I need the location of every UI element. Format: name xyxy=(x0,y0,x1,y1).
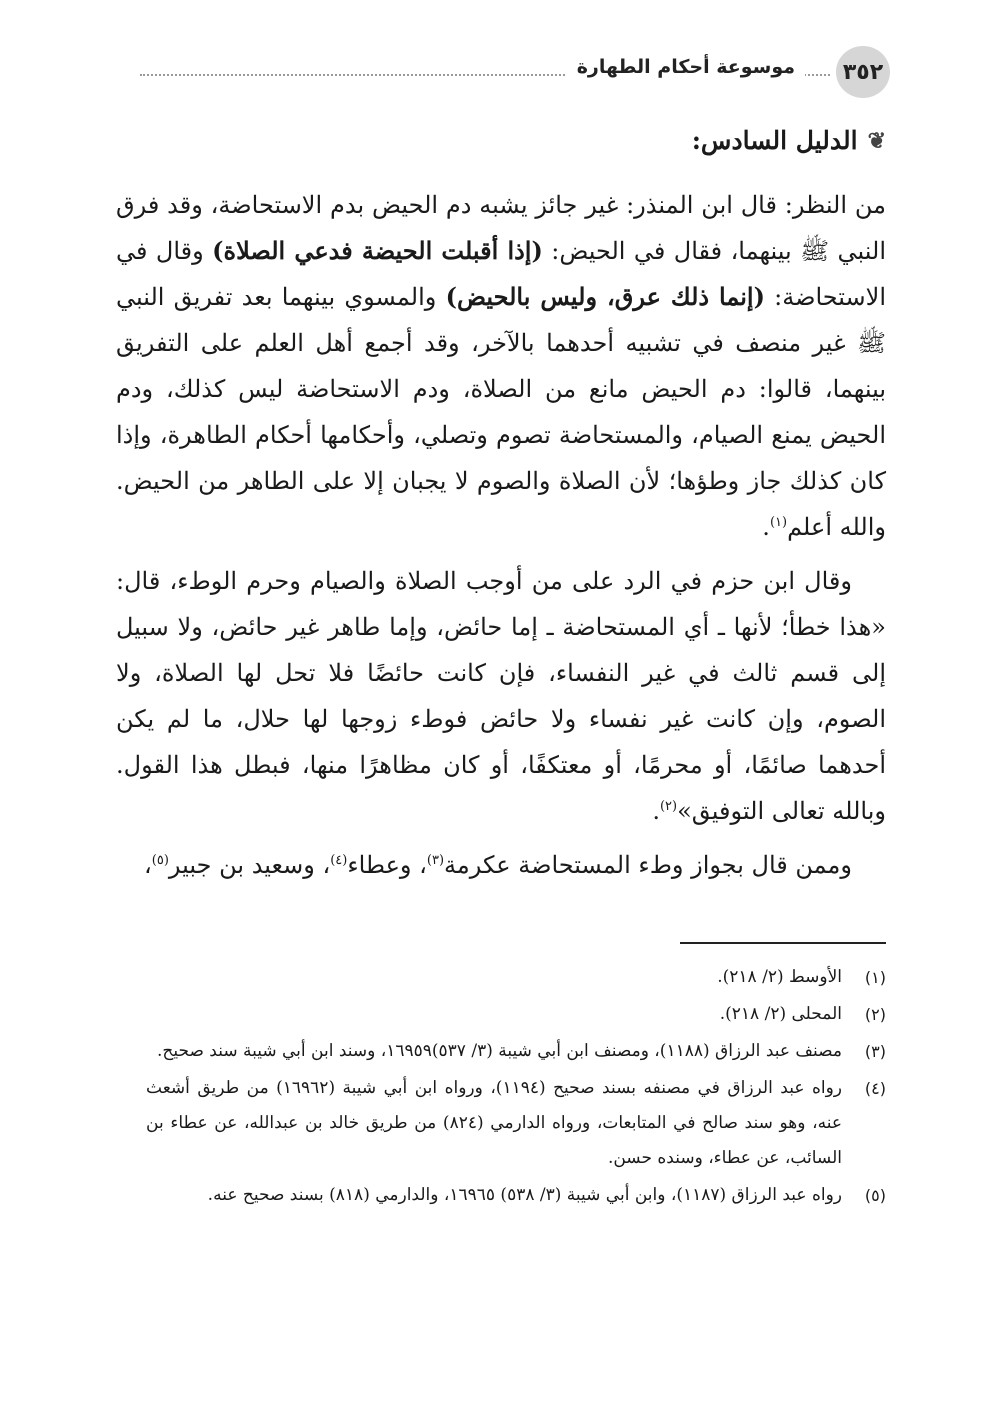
page-number-badge: ٣٥٢ xyxy=(836,46,890,98)
paragraph-1-text-b: وقال في الاستحاضة: xyxy=(116,237,886,311)
hadith-quote-2: (إنما ذلك عرق، وليس بالحيض) xyxy=(445,282,765,311)
leaf-ornament-icon: ❦ xyxy=(867,127,886,154)
paragraph-3-text-d: ، xyxy=(144,851,152,879)
paragraph-1 xyxy=(116,182,886,550)
footnote-text: رواه عبد الرزاق في مصنفه بسند صحيح (١١٩٤)، ورواه ابن أبي شيبة (١٦٩٦٢) من طريق أشعث عنه، وهو سند صالح في المتابعات، ورواه الدارمي (٨٢٤) من طريق خالد بن عبدالله، عن عطاء بن السائب، عن عطاء، وسنده حسن. xyxy=(146,1078,842,1168)
paragraph-1-end: . xyxy=(762,513,770,541)
hadith-quote-1: (إذا أقبلت الحيضة فدعي الصلاة) xyxy=(212,236,543,265)
footnote-number: (٣) xyxy=(864,1042,886,1061)
footnote-number: (٥) xyxy=(864,1186,886,1205)
footnote-ref-5[interactable]: (٥) xyxy=(151,853,169,868)
footnotes xyxy=(146,960,886,1215)
footnote-ref-4[interactable]: (٤) xyxy=(330,853,348,868)
paragraph-1-text-a: من النظر: قال ابن المنذر: غير جائز يشبه دم الحيض بدم الاستحاضة، وقد فرق النبي ﷺ بينهما، فقال في الحيض: xyxy=(116,191,887,265)
footnote-item xyxy=(146,1071,886,1176)
page-header xyxy=(140,46,890,98)
section-heading-text: الدليل السادس: xyxy=(691,126,858,155)
paragraph-1-text-c: والمسوي بينهما بعد تفريق النبي ﷺ غير منصف في تشبيه أحدهما بالآخر، وقد أجمع أهل العلم على التفريق بينهما، قالوا: دم الحيض مانع من الصلاة، ودم الاستحاضة ليس كذلك، ودم الحيض يمنع الصيام، والمستحاضة تصوم وتصلي، وأحكامها أحكام الطاهرة، وإذا كان كذلك جاز وطؤها؛ لأن الصلاة والصوم لا يجبان إلا على الطاهر من الحيض. والله أعلم xyxy=(116,283,887,541)
footnote-text: رواه عبد الرزاق (١١٨٧)، وابن أبي شيبة (٣/ ٥٣٨) ١٦٩٦٥، والدارمي (٨١٨) بسند صحيح عنه. xyxy=(207,1185,842,1205)
footnote-ref-3[interactable]: (٣) xyxy=(426,853,445,868)
book-title: موسوعة أحكام الطهارة xyxy=(567,56,805,78)
footnote-text: مصنف عبد الرزاق (١١٨٨)، ومصنف ابن أبي شيبة (٣/ ٥٣٧)١٦٩٥٩، وسند ابن أبي شيبة سند صحيح. xyxy=(156,1041,842,1061)
footnote-number: (٢) xyxy=(864,1005,886,1024)
section-heading xyxy=(692,126,886,155)
main-text xyxy=(116,182,886,896)
paragraph-2-end: . xyxy=(652,797,660,825)
paragraph-3-text-b: ، وعطاء xyxy=(347,851,427,879)
footnote-text: الأوسط (٢/ ٢١٨). xyxy=(717,967,842,987)
paragraph-3-text-a: وممن قال بجواز وطء المستحاضة عكرمة xyxy=(444,851,852,879)
paragraph-2-text: وقال ابن حزم في الرد على من أوجب الصلاة والصيام وحرم الوطء، قال: «هذا خطأ؛ لأنها ـ أي المستحاضة ـ إما حائض، وإما طاهر غير حائض، ولا سبيل إلى قسم ثالث في غير النفساء، فإن كانت حائضًا فلا تحل لها الصلاة، ولا الصوم، وإن كانت غير نفساء ولا حائض فوطء زوجها لها حلال، ما لم يكن أحدهما صائمًا، أو محرمًا، أو معتكفًا، أو كان مظاهرًا منها، فبطل هذا القول. وبالله تعالى التوفيق» xyxy=(116,567,886,825)
paragraph-2 xyxy=(116,558,886,834)
footnote-number: (١) xyxy=(864,968,886,987)
footnote-item xyxy=(146,1178,886,1213)
footnote-ref-1[interactable]: (١) xyxy=(769,515,788,530)
footnote-number: (٤) xyxy=(864,1079,886,1098)
footnote-item xyxy=(146,960,886,995)
paragraph-3-text-c: ، وسعيد بن جبير xyxy=(168,851,331,879)
footnote-divider xyxy=(680,942,886,944)
header-dotted-rule-left xyxy=(140,74,580,76)
footnote-item xyxy=(146,1034,886,1069)
footnote-text: المحلى (٢/ ٢١٨). xyxy=(719,1004,842,1024)
footnote-item xyxy=(146,997,886,1032)
paragraph-3 xyxy=(116,842,886,888)
footnote-ref-2[interactable]: (٢) xyxy=(659,799,678,814)
